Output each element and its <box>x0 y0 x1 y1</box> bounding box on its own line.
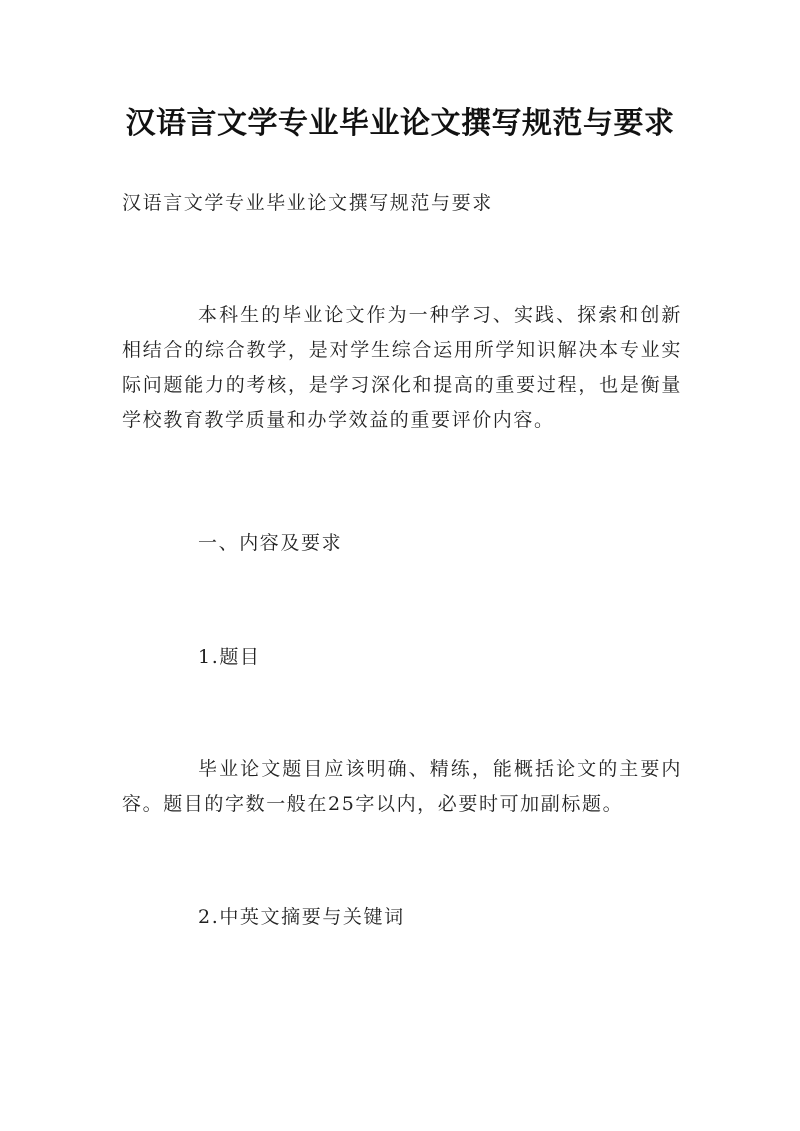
section-heading-content-requirements: 一、内容及要求 <box>198 532 343 554</box>
document-subtitle: 汉语言文学专业毕业论文撰写规范与要求 <box>122 192 493 214</box>
item-paragraph-title: 毕业论文题目应该明确、精练，能概括论文的主要内容。题目的字数一般在25字以内，必要时可加副标题。 <box>122 758 682 815</box>
intro-paragraph: 本科生的毕业论文作为一种学习、实践、探索和创新相结合的综合教学，是对学生综合运用所学知识解决本专业实际问题能力的考核，是学习深化和提高的重要过程，也是衡量学校教育教学质量和办学效益的重要评价内容。 <box>122 304 682 431</box>
item-heading-abstract-keywords: 2.中英文摘要与关键词 <box>198 906 405 928</box>
item-heading-title: 1.题目 <box>198 646 261 668</box>
document-title: 汉语言文学专业毕业论文撰写规范与要求 <box>125 106 675 141</box>
